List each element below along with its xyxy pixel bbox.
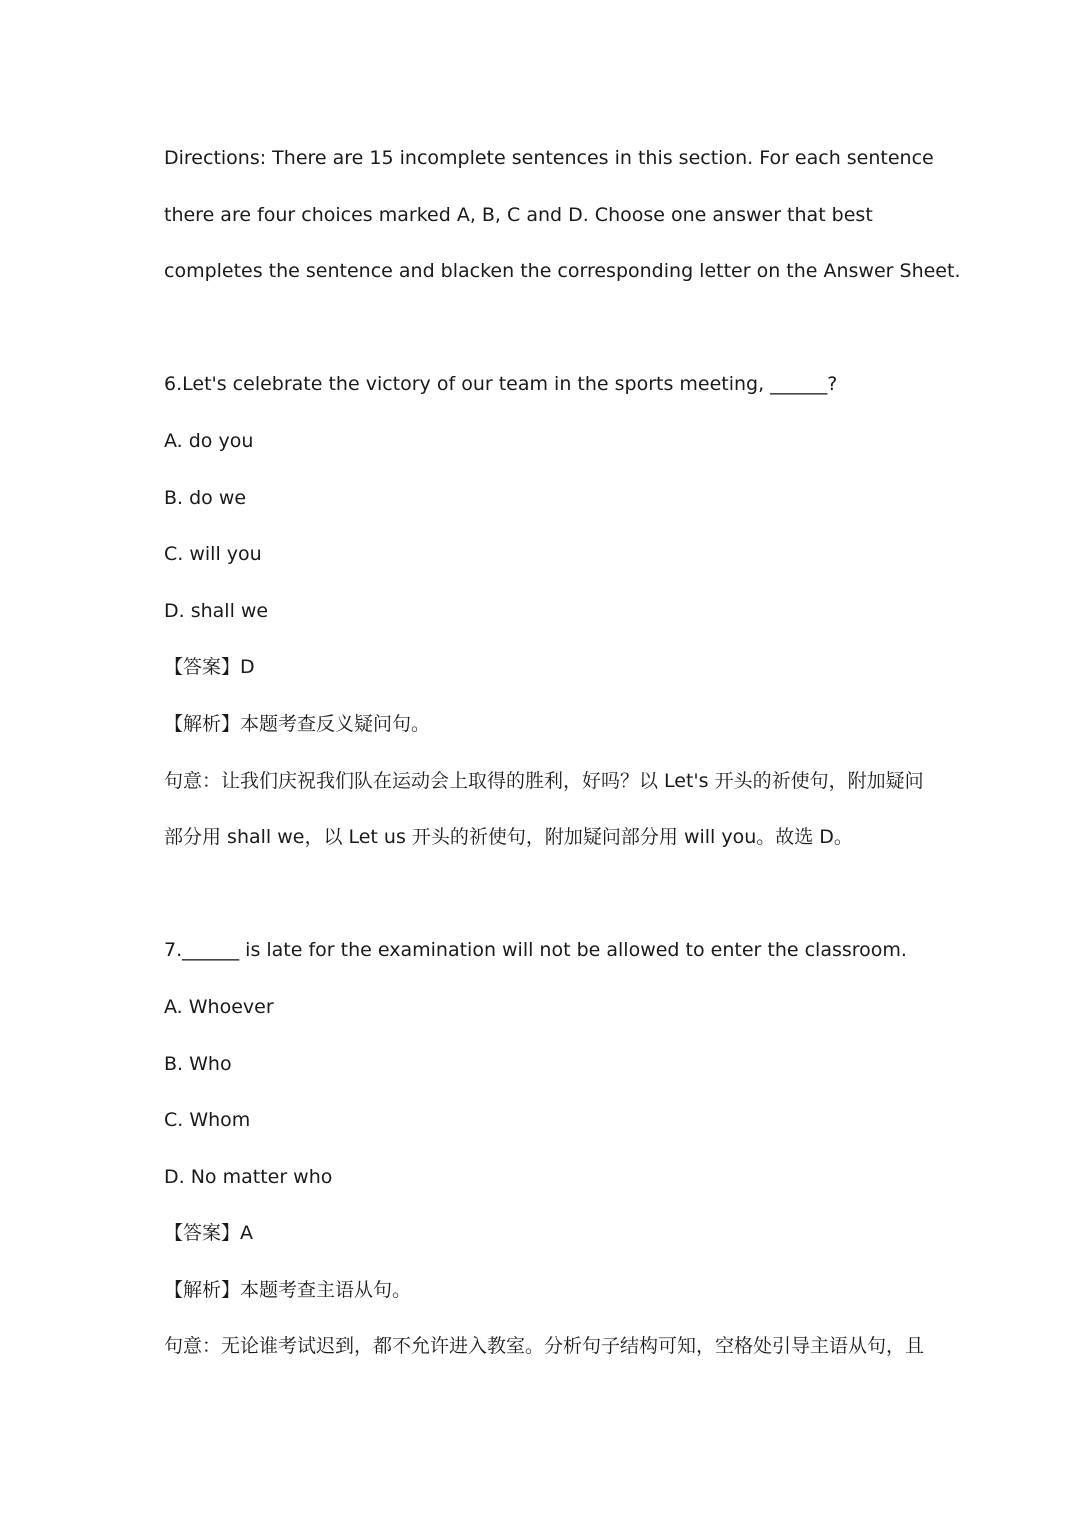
- analysis-line: 【解析】本题考查主语从句。: [164, 1278, 412, 1301]
- option-d: D. No matter who: [164, 1165, 333, 1188]
- question-stem: 6.Let's celebrate the victory of our team in the sports meeting, ______?: [164, 373, 838, 396]
- option-d: D. shall we: [164, 599, 269, 622]
- paragraph-gap: [164, 866, 924, 923]
- explanation-line: 句意：让我们庆祝我们队在运动会上取得的胜利，好吗？以 Let's 开头的祈使句，附加疑问: [164, 769, 924, 792]
- directions-paragraph: [164, 130, 961, 300]
- directions-line: completes the sentence and blacken the corresponding letter on the Answer Sheet.: [164, 260, 961, 283]
- question-stem: 7.______ is late for the examination will not be allowed to enter the classroom.: [164, 939, 907, 962]
- explanation-line: 句意：无论谁考试迟到，都不允许进入教室。分析句子结构可知，空格处引导主语从句，且: [164, 1335, 925, 1358]
- paragraph-gap: [164, 300, 924, 357]
- option-b: B. Who: [164, 1052, 232, 1075]
- option-c: C. will you: [164, 543, 262, 566]
- answer-line: 【答案】A: [164, 1222, 253, 1245]
- explanation-line: 部分用 shall we，以 Let us 开头的祈使句，附加疑问部分用 will you。故选 D。: [164, 826, 853, 849]
- option-a: A. Whoever: [164, 995, 274, 1018]
- option-b: B. do we: [164, 486, 247, 509]
- answer-line: 【答案】D: [164, 656, 255, 679]
- directions-line: there are four choices marked A, B, C and D. Choose one answer that best: [164, 203, 873, 226]
- document-page: [164, 130, 961, 1375]
- option-a: A. do you: [164, 429, 254, 452]
- option-c: C. Whom: [164, 1109, 251, 1132]
- directions-line: Directions: There are 15 incomplete sentences in this section. For each sentence: [164, 147, 934, 169]
- question-6: [164, 356, 924, 865]
- question-7: [164, 922, 924, 1375]
- analysis-line: 【解析】本题考查反义疑问句。: [164, 712, 431, 735]
